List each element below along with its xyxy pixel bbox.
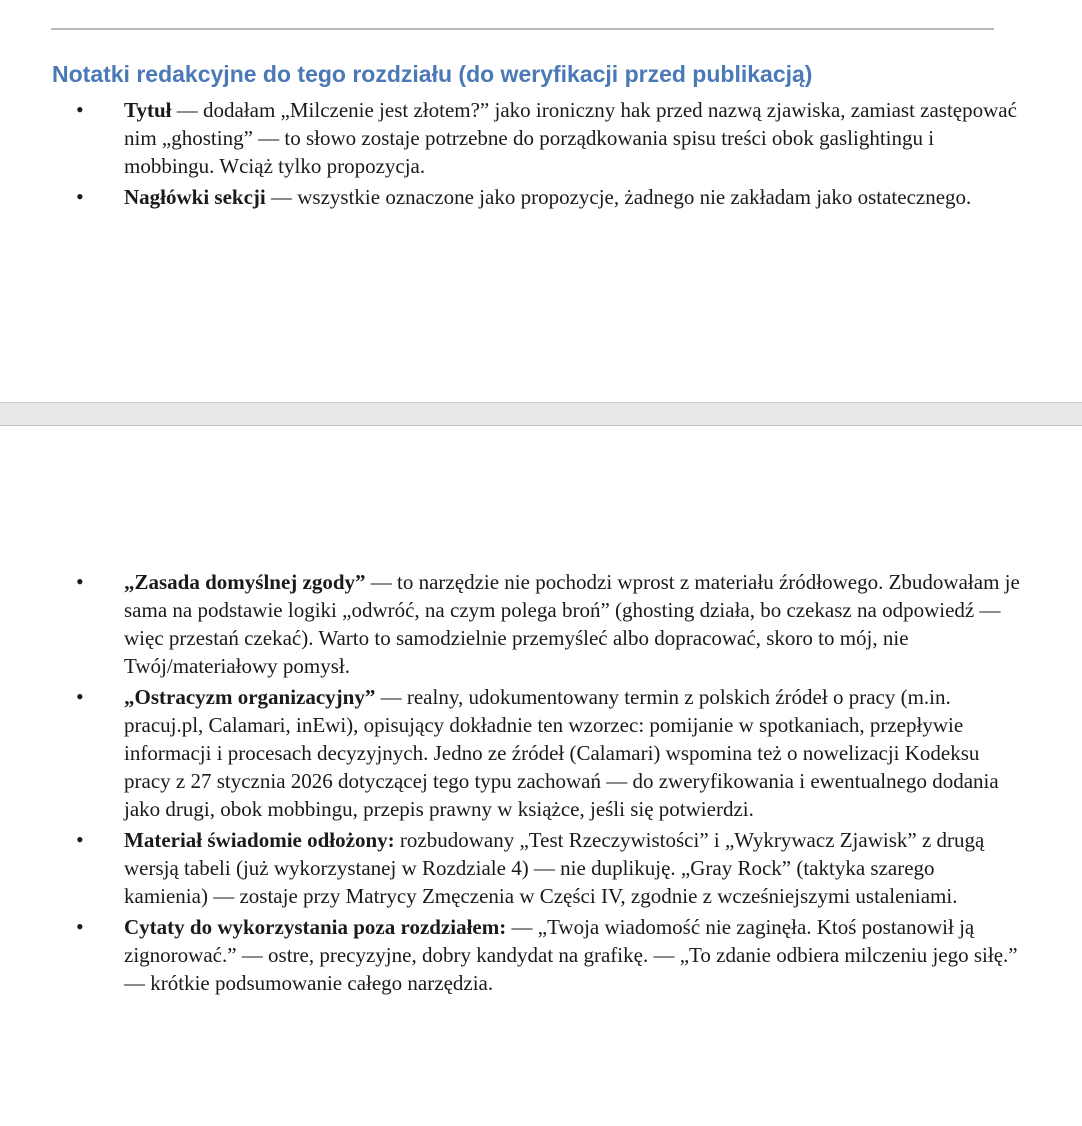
note-label: Cytaty do wykorzystania poza rozdziałem: [124, 915, 507, 939]
bullet-icon: • [76, 684, 84, 709]
bullet-icon: • [76, 569, 84, 594]
note-label: Materiał świadomie odłożony: [124, 828, 395, 852]
note-text: — wszystkie oznaczone jako propozycje, żadnego nie zakładam jako ostatecznego. [265, 185, 972, 209]
note-item-title [0, 96, 1082, 180]
note-item-section-headings [0, 183, 1082, 211]
page-break-gap [0, 402, 1082, 426]
note-text: — to narzędzie nie pochodzi wprost z materiału źródłowego. Zbudowałam je sama na podstawie logiki „odwróć, na czym polega broń” (ghosting działa, bo czekasz na odpowiedź — więc przestań czekać). Warto to samodzielnie przemyśleć albo dopracować, skoro to mój, nie Twój/materiałowy pomysł. [124, 570, 1020, 678]
note-item-deferred-material [0, 826, 1082, 910]
note-label: Tytuł [124, 98, 172, 122]
bullet-icon: • [76, 184, 84, 209]
note-item-organizational-ostracism [0, 683, 1082, 823]
bullet-icon: • [76, 97, 84, 122]
note-label: Nagłówki sekcji [124, 185, 266, 209]
note-text: — realny, udokumentowany termin z polskich źródeł o pracy (m.in. pracuj.pl, Calamari, inEwi), opisujący dokładnie ten wzorzec: pomijanie w spotkaniach, przepływie informacji i procesach decyzyjnych. Jedno ze źródeł (Calamari) wspomina też o nowelizacji Kodeksu pracy z 27 stycznia 2026 dotyczącej tego typu zachowań — do zweryfikowania i ewentualnego dodania jako drugi, obok mobbingu, przepis prawny w książce, jeśli się potwierdzi. [124, 685, 999, 821]
note-text: — dodałam „Milczenie jest złotem?” jako ironiczny hak przed nazwą zjawiska, zamiast zastępować nim „ghosting” — to słowo zostaje potrzebne do porządkowania spisu treści obok gaslightingu i mobbingu. Wciąż tylko propozycja. [124, 98, 1017, 178]
bullet-icon: • [76, 914, 84, 939]
note-item-quotes [0, 913, 1082, 997]
section-heading: Notatki redakcyjne do tego rozdziału (do weryfikacji przed publikacją) [52, 61, 813, 87]
note-text: — „Twoja wiadomość nie zaginęła. Ktoś postanowił ją zignorować.” — ostre, precyzyjne, dobry kandydat na grafikę. — „To zdanie odbiera milczeniu jego siłę.” — krótkie podsumowanie całego narzędzia. [124, 915, 1018, 995]
document-page-top [0, 0, 1082, 402]
note-label: „Ostracyzm organizacyjny” [124, 685, 376, 709]
horizontal-rule [51, 28, 994, 30]
editorial-notes-list-bottom [0, 568, 1082, 1000]
note-item-default-consent [0, 568, 1082, 680]
note-text: rozbudowany „Test Rzeczywistości” i „Wykrywacz Zjawisk” z drugą wersją tabeli (już wykorzystanej w Rozdziale 4) — nie duplikuję. „Gray Rock” (taktyka szarego kamienia) — zostaje przy Matrycy Zmęczenia w Części IV, zgodnie z wcześniejszymi ustaleniami. [124, 828, 985, 908]
note-label: „Zasada domyślnej zgody” [124, 570, 366, 594]
bullet-icon: • [76, 827, 84, 852]
editorial-notes-list-top [0, 96, 1082, 214]
